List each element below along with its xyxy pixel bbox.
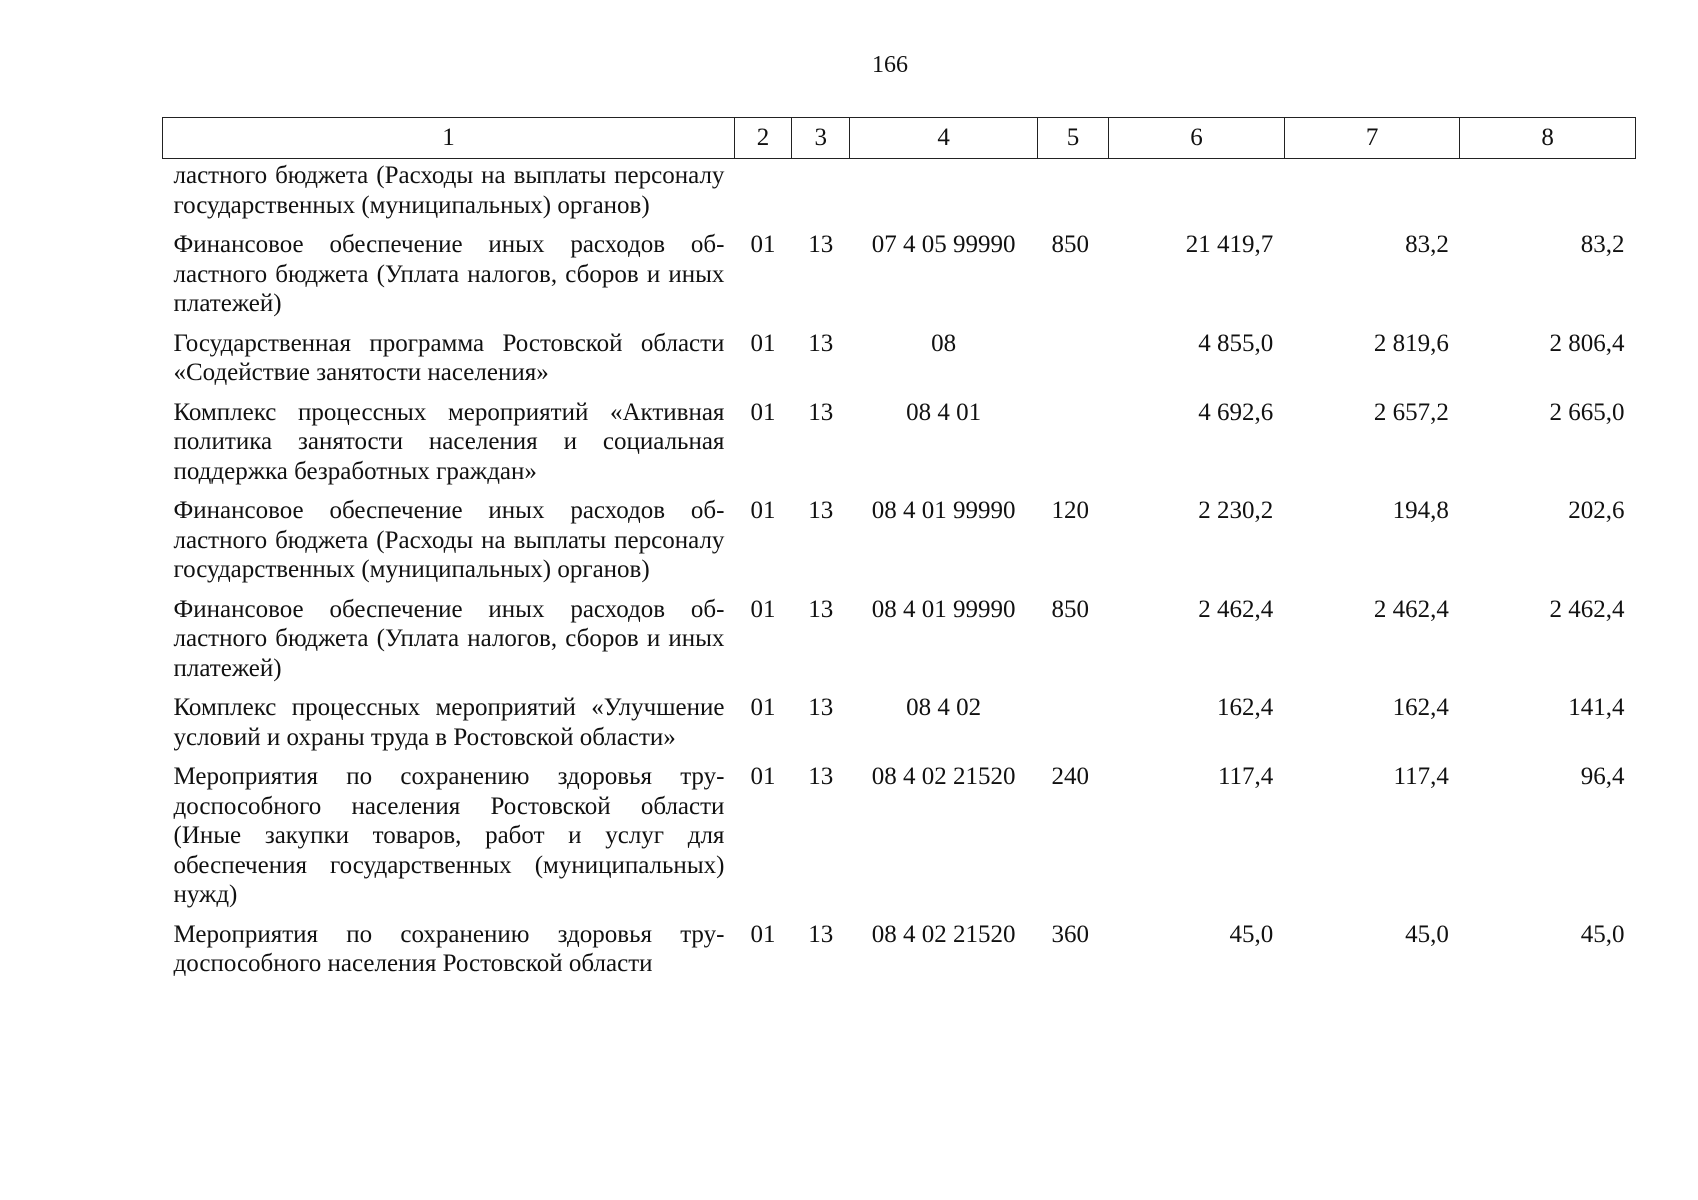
- row-amount-6: 2 230,2: [1198, 497, 1274, 524]
- header-row: [163, 118, 1636, 159]
- row-amount-8: 202,6: [1568, 497, 1625, 524]
- page-number-text: 166: [872, 52, 908, 78]
- row-amount-6: 21 419,7: [1185, 231, 1274, 258]
- table-row: [163, 762, 1636, 920]
- row-expense-type: [1037, 329, 1108, 398]
- row-amount-8: 83,2: [1580, 231, 1625, 258]
- header-col-3: 3: [792, 118, 850, 159]
- row-section: 01: [750, 920, 776, 948]
- row-amount-7: 2 657,2: [1373, 398, 1449, 426]
- row-amount-7: 2 819,6: [1373, 329, 1449, 357]
- row-amount-6: 4 855,0: [1198, 329, 1274, 357]
- table-row: [163, 595, 1636, 694]
- row-description: Комплекс процессных мероприятий «Улучшение условий и охраны труда в Ростовской области»: [173, 694, 725, 751]
- table-body: [163, 159, 1636, 989]
- row-description: ластного бюджета (Расходы на выплаты персоналу государственных (муниципальных) органов): [173, 162, 725, 219]
- row-subsection: 13: [808, 231, 834, 258]
- table-row: [163, 496, 1636, 595]
- row-subsection: 13: [808, 398, 834, 426]
- row-amount-6: 4 692,6: [1198, 398, 1274, 426]
- row-target-article: 07 4 05 99990: [871, 231, 1016, 258]
- row-amount-8: 45,0: [1580, 920, 1625, 948]
- row-amount-6: 162,4: [1217, 694, 1274, 721]
- row-amount-8: 2 806,4: [1549, 329, 1625, 357]
- row-target-article: 08 4 01 99990: [871, 595, 1016, 623]
- row-subsection: [792, 159, 850, 231]
- row-description: Финансовое обеспечение иных расходов областного бюджета (Уплата налогов, сборов и иных платежей): [173, 231, 725, 317]
- row-target-article: [850, 159, 1038, 231]
- row-subsection: 13: [808, 763, 834, 790]
- row-description: Мероприятия по сохранению здоровья трудоспособного населения Ростовской области: [173, 920, 725, 977]
- row-amount-7: 117,4: [1393, 763, 1449, 790]
- header-col-7: 7: [1284, 118, 1460, 159]
- row-expense-type: [1037, 398, 1108, 497]
- header-col-5: 5: [1037, 118, 1108, 159]
- row-expense-type: 360: [1051, 920, 1089, 948]
- row-subsection: 13: [808, 595, 834, 623]
- row-description: Мероприятия по сохранению здоровья трудоспособного населения Ростовской области (Иные закупки товаров, работ и услуг для обеспечения государственных (муниципальных) нужд): [173, 763, 725, 908]
- header-col-4: 4: [850, 118, 1038, 159]
- budget-table: [162, 117, 1636, 989]
- header-col-1: 1: [163, 118, 735, 159]
- table-header: [163, 118, 1636, 159]
- row-amount-6: 45,0: [1229, 920, 1274, 948]
- table-row: [163, 159, 1636, 231]
- table-row: [163, 920, 1636, 989]
- row-description: Финансовое обеспечение иных расходов областного бюджета (Расходы на выплаты персоналу государственных (муниципальных) органов): [173, 497, 725, 583]
- row-amount-8: 141,4: [1568, 694, 1625, 721]
- row-target-article: 08 4 01: [906, 398, 982, 426]
- row-expense-type: 120: [1051, 497, 1089, 524]
- row-amount-8: 2 462,4: [1549, 595, 1625, 623]
- row-expense-type: 850: [1051, 595, 1089, 623]
- row-amount-7: 45,0: [1405, 920, 1449, 948]
- row-section: 01: [750, 595, 776, 623]
- row-amount-6: 117,4: [1217, 763, 1274, 790]
- row-amount-7: 83,2: [1405, 231, 1449, 258]
- row-description: Финансовое обеспечение иных расходов областного бюджета (Уплата налогов, сборов и иных платежей): [173, 595, 725, 682]
- row-amount-6: [1109, 159, 1285, 231]
- row-amount-8: [1460, 159, 1636, 231]
- row-description: Государственная программа Ростовской области «Содействие занятости населения»: [173, 329, 725, 386]
- table-row: [163, 398, 1636, 497]
- row-description: Комплекс процессных мероприятий «Активная политика занятости населения и социальная поддержка безработных граждан»: [173, 398, 725, 485]
- row-section: 01: [750, 398, 776, 426]
- row-target-article: 08 4 02 21520: [871, 763, 1016, 790]
- row-section: 01: [750, 497, 776, 524]
- row-expense-type: [1037, 159, 1108, 231]
- row-target-article: 08 4 02: [906, 694, 982, 721]
- row-target-article: 08: [931, 329, 957, 357]
- row-amount-8: 96,4: [1580, 763, 1625, 790]
- row-subsection: 13: [808, 329, 834, 357]
- row-target-article: 08 4 01 99990: [871, 497, 1016, 524]
- row-section: 01: [750, 231, 776, 258]
- row-expense-type: 240: [1051, 763, 1089, 790]
- row-amount-8: 2 665,0: [1549, 398, 1625, 426]
- header-col-2: 2: [734, 118, 791, 159]
- table-row: [163, 230, 1636, 329]
- row-amount-6: 2 462,4: [1198, 595, 1274, 623]
- row-subsection: 13: [808, 694, 834, 721]
- header-col-6: 6: [1109, 118, 1285, 159]
- row-section: [734, 159, 791, 231]
- row-target-article: 08 4 02 21520: [871, 920, 1016, 948]
- row-section: 01: [750, 694, 776, 721]
- table-row: [163, 693, 1636, 762]
- header-col-8: 8: [1460, 118, 1636, 159]
- row-subsection: 13: [808, 920, 834, 948]
- table-row: [163, 329, 1636, 398]
- row-amount-7: [1284, 159, 1460, 231]
- row-expense-type: 850: [1051, 231, 1089, 258]
- page-number: [0, 52, 1698, 79]
- row-subsection: 13: [808, 497, 834, 524]
- row-amount-7: 194,8: [1392, 497, 1449, 524]
- row-section: 01: [750, 329, 776, 357]
- row-expense-type: [1037, 693, 1108, 762]
- row-amount-7: 162,4: [1392, 694, 1449, 721]
- row-amount-7: 2 462,4: [1373, 595, 1449, 623]
- row-section: 01: [750, 763, 776, 790]
